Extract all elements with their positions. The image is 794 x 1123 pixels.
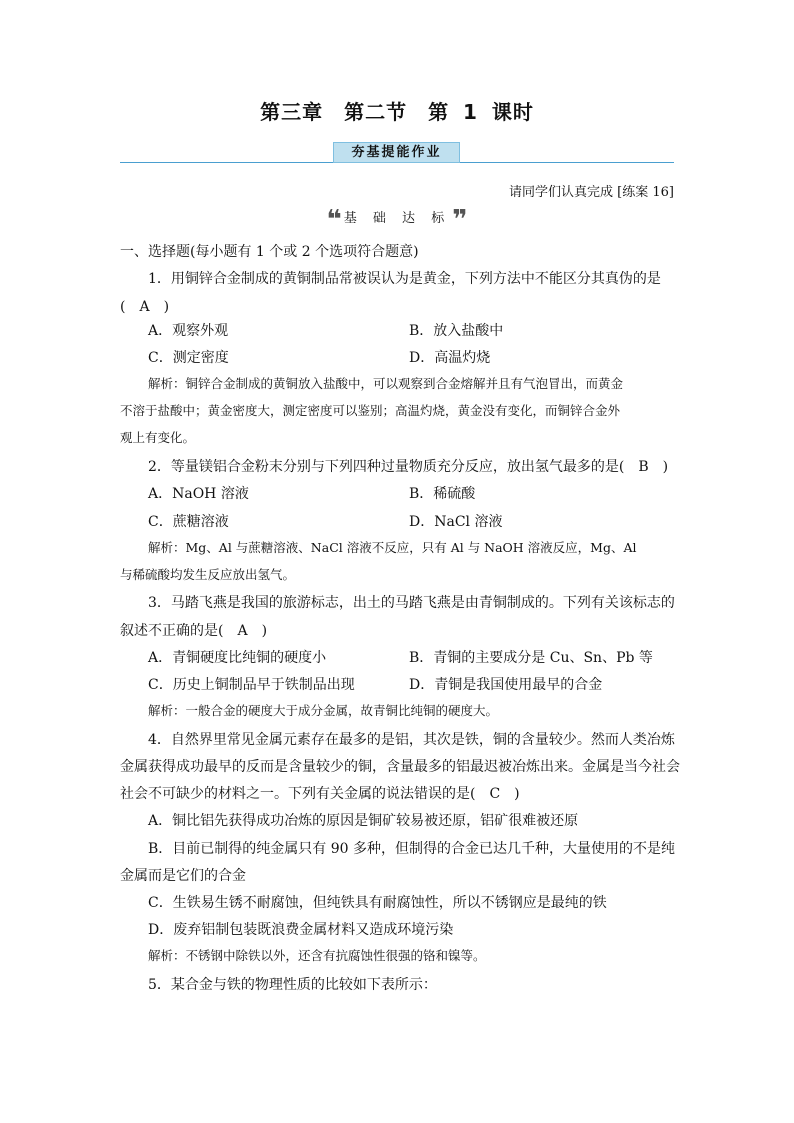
section-heading bbox=[0, 205, 794, 235]
q4-analysis-line: 解析：不锈钢中除铁以外，还含有抗腐蚀性很强的铬和镍等。 bbox=[148, 948, 486, 963]
q4-option-b: B．目前已制得的纯金属只有 90 多种，但制得的合金已达几千种，大量使用的不是纯 bbox=[148, 841, 676, 857]
q4-option-c: C．生铁易生锈不耐腐蚀，但纯铁具有耐腐蚀性，所以不锈钢应是最纯的铁 bbox=[148, 895, 607, 911]
q4-option-d: D．废弃铝制包装既浪费金属材料又造成环境污染 bbox=[148, 922, 454, 938]
q1-analysis-line: 观上有变化。 bbox=[120, 430, 196, 445]
q1-option-a: A．观察外观 bbox=[148, 323, 229, 339]
q2-option-c: C．蔗糖溶液 bbox=[148, 514, 229, 530]
q1-option-d: D．高温灼烧 bbox=[409, 350, 491, 366]
q1-analysis-line: 解析：铜锌合金制成的黄铜放入盐酸中，可以观察到合金熔解并且有气泡冒出，而黄金 bbox=[148, 376, 624, 391]
assignment-note: 请同学们认真完成 [练案 16] bbox=[509, 185, 674, 200]
q2-analysis-line: 与稀硫酸均发生反应放出氢气。 bbox=[120, 567, 296, 582]
q4-option-b-cont: 金属而是它们的合金 bbox=[120, 868, 246, 884]
q2-option-b: B．稀硫酸 bbox=[409, 486, 476, 502]
q3-analysis-line: 解析：一般合金的硬度大于成分金属，故青铜比纯铜的硬度大。 bbox=[148, 703, 499, 718]
q4-stem-line: 社会不可缺少的材料之一。下列有关金属的说法错误的是( C ) bbox=[120, 786, 520, 802]
q1-analysis-line: 不溶于盐酸中；黄金密度大，测定密度可以鉴别；高温灼烧，黄金没有变化，而铜锌合金外 bbox=[120, 403, 621, 418]
q1-stem-line: ( A ) bbox=[120, 299, 170, 315]
page-title: 第三章 第二节 第 1 课时 bbox=[260, 100, 534, 124]
section-label: 基 础 达 标 bbox=[343, 211, 451, 226]
q3-option-b: B．青铜的主要成分是 Cu、Sn、Pb 等 bbox=[409, 650, 653, 666]
q5-stem-line: 5．某合金与铁的物理性质的比较如下表所示： bbox=[148, 977, 437, 993]
q2-option-d: D．NaCl 溶液 bbox=[409, 514, 503, 530]
q1-option-b: B．放入盐酸中 bbox=[409, 323, 504, 339]
q1-stem-line: 1．用铜锌合金制成的黄铜制品常被误认为是黄金，下列方法中不能区分其真伪的是 bbox=[148, 271, 661, 287]
section-banner: 夯基提能作业 bbox=[333, 142, 460, 163]
q4-stem-line: 4．自然界里常见金属元素存在最多的是铝，其次是铁，铜的含量较少。然而人类冶炼 bbox=[148, 732, 675, 748]
q3-option-a: A．青铜硬度比纯铜的硬度小 bbox=[148, 650, 327, 666]
q2-option-a: A．NaOH 溶液 bbox=[148, 486, 249, 502]
q4-stem-line: 金属获得成功最早的反而是含量较少的铜，含量最多的铝最迟被冶炼出来。金属是当今社会 bbox=[120, 759, 680, 775]
q3-option-c: C．历史上铜制品早于铁制品出现 bbox=[148, 677, 355, 693]
q1-option-c: C．测定密度 bbox=[148, 350, 229, 366]
q4-option-a: A．铜比铝先获得成功冶炼的原因是铜矿较易被还原，铝矿很难被还原 bbox=[148, 813, 579, 829]
open-quote-icon: ❝ bbox=[326, 205, 342, 235]
q3-option-d: D．青铜是我国使用最早的合金 bbox=[409, 677, 603, 693]
q3-stem-line: 叙述不正确的是( A ) bbox=[120, 623, 268, 639]
part-heading: 一、选择题(每小题有 1 个或 2 个选项符合题意) bbox=[120, 244, 419, 260]
q3-stem-line: 3．马踏飞燕是我国的旅游标志，出土的马踏飞燕是由青铜制成的。下列有关该标志的 bbox=[148, 595, 675, 611]
close-quote-icon: ❞ bbox=[452, 205, 468, 235]
q2-stem-line: 2．等量镁铝合金粉末分别与下列四种过量物质充分反应，放出氢气最多的是( B ) bbox=[148, 459, 669, 475]
q2-analysis-line: 解析：Mg、Al 与蔗糖溶液、NaCl 溶液不反应，只有 Al 与 NaOH 溶液反应，Mg、Al bbox=[148, 540, 637, 555]
